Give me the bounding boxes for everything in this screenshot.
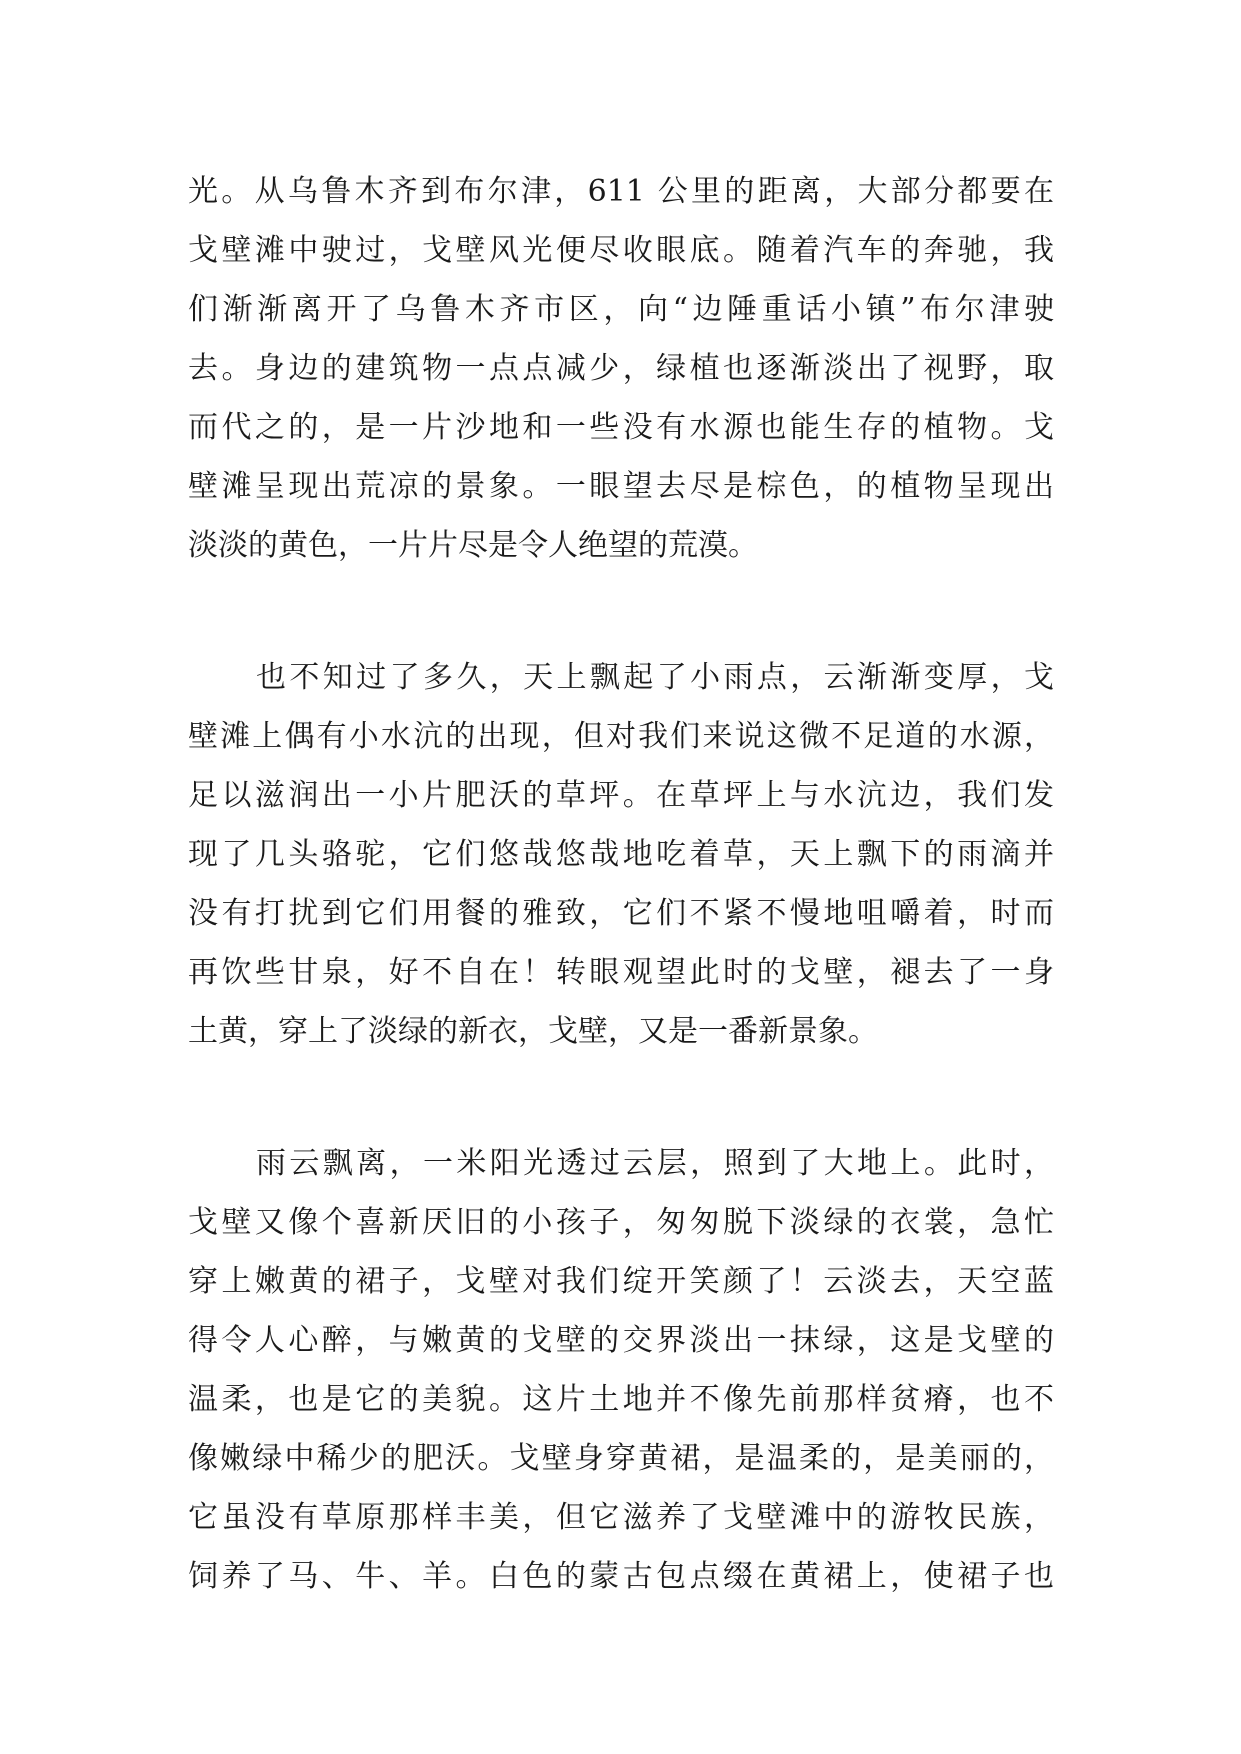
text-line: 壁滩呈现出荒凉的景象。一眼望去尽是棕色，的植物呈现出 <box>188 469 1054 504</box>
paragraph-1 <box>188 162 1054 575</box>
text-line: 穿上嫩黄的裙子，戈壁对我们绽开笑颜了！云淡去，天空蓝 <box>188 1264 1054 1299</box>
text-line: 饲养了马、牛、羊。白色的蒙古包点缀在黄裙上，使裙子也 <box>188 1559 1054 1594</box>
text-line: 们渐渐离开了乌鲁木齐市区，向“边陲重话小镇”布尔津驶 <box>188 292 1054 327</box>
text-line: 戈壁又像个喜新厌旧的小孩子，匆匆脱下淡绿的衣裳，急忙 <box>188 1205 1054 1240</box>
text-line: 光。从乌鲁木齐到布尔津，611 公里的距离，大部分都要在 <box>188 174 1054 209</box>
text-line: 得令人心醉，与嫩黄的戈壁的交界淡出一抹绿，这是戈壁的 <box>188 1323 1054 1358</box>
text-line-first: 雨云飘离，一米阳光透过云层，照到了大地上。此时， <box>256 1146 1054 1181</box>
text-line: 足以滋润出一小片肥沃的草坪。在草坪上与水沆边，我们发 <box>188 778 1054 813</box>
text-line: 像嫩绿中稀少的肥沃。戈壁身穿黄裙，是温柔的，是美丽的， <box>188 1441 1054 1476</box>
text-line: 而代之的，是一片沙地和一些没有水源也能生存的植物。戈 <box>188 410 1054 445</box>
paragraph-3 <box>188 1134 1054 1606</box>
document-body <box>188 162 1054 1606</box>
text-line: 温柔，也是它的美貌。这片土地并不像先前那样贫瘠，也不 <box>188 1382 1054 1417</box>
text-line: 它虽没有草原那样丰美，但它滋养了戈壁滩中的游牧民族， <box>188 1500 1054 1535</box>
text-line-last: 土黄，穿上了淡绿的新衣，戈壁，又是一番新景象。 <box>188 1014 878 1049</box>
text-line-last: 淡淡的黄色，一片片尽是令人绝望的荒漠。 <box>188 528 758 563</box>
text-line: 戈壁滩中驶过，戈壁风光便尽收眼底。随着汽车的奔驰，我 <box>188 233 1054 268</box>
text-line: 现了几头骆驼，它们悠哉悠哉地吃着草，天上飘下的雨滴并 <box>188 837 1054 872</box>
paragraph-gap <box>188 575 1054 648</box>
text-line: 再饮些甘泉，好不自在！转眼观望此时的戈壁，褪去了一身 <box>188 955 1054 990</box>
text-line: 没有打扰到它们用餐的雅致，它们不紧不慢地咀嚼着，时而 <box>188 896 1054 931</box>
text-line: 壁滩上偶有小水沆的出现，但对我们来说这微不足道的水源， <box>188 719 1054 754</box>
text-line-first: 也不知过了多久，天上飘起了小雨点，云渐渐变厚，戈 <box>256 660 1054 695</box>
paragraph-2 <box>188 648 1054 1061</box>
text-line: 去。身边的建筑物一点点减少，绿植也逐渐淡出了视野，取 <box>188 351 1054 386</box>
paragraph-gap <box>188 1061 1054 1134</box>
